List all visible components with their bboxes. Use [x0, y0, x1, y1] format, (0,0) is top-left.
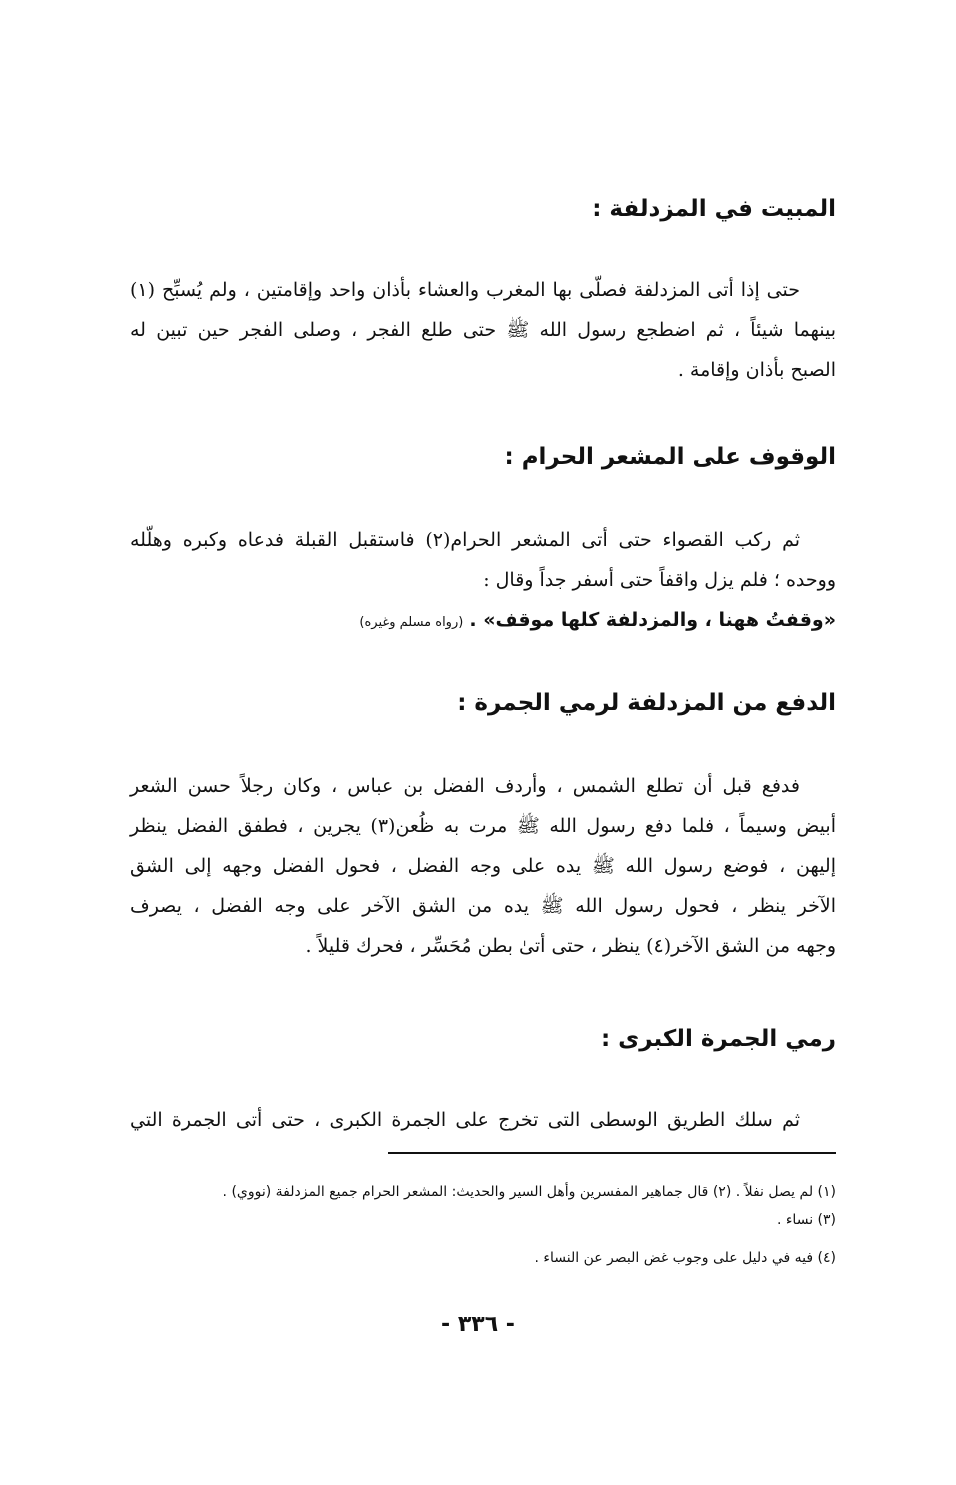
paragraph-line: حتى إذا أتى المزدلفة فصلّى بها المغرب والعشاء بأذان واحد وإقامتين ، ولم يُسبِّح (١) [130, 279, 800, 301]
paragraph-line: الآخر ينظر ، فحول رسول الله ﷺ يده من الشق الآخر على وجه الفضل ، يصرف [130, 895, 836, 917]
hadith-quote: «وقفتُ ههنا ، والمزدلفة كلها موقف» . [469, 609, 836, 631]
paragraph [130, 270, 836, 390]
paragraph [130, 520, 836, 640]
section-heading: الوقوف على المشعر الحرام : [504, 444, 836, 470]
paragraph-line: ووحده ؛ فلم يزل واقفاً حتى أسفر جداً وقال : [483, 569, 836, 591]
book-page [130, 0, 836, 1485]
paragraph-line: إليهن ، فوضع رسول الله ﷺ يده على وجه الفضل ، فحول الفضل وجهه إلى الشق [130, 855, 836, 877]
footnotes [130, 1178, 836, 1272]
paragraph-line: ثم سلك الطريق الوسطى التى تخرج على الجمرة الكبرى ، حتى أتى الجمرة التي [130, 1109, 800, 1131]
page-number: - ٣٣٦ - [441, 1312, 515, 1337]
footnote-divider [388, 1152, 836, 1154]
hadith-source: (رواه مسلم وغيره) [359, 615, 464, 630]
footnote: (٣) نساء . [776, 1212, 836, 1228]
paragraph-line: فدفع قبل أن تطلع الشمس ، وأردف الفضل بن عباس ، وكان رجلاً حسن الشعر [130, 775, 800, 797]
section-heading: المبيت في المزدلفة : [592, 196, 836, 222]
hadith-quote-row [130, 600, 836, 640]
footnote: (٤) فيه في دليل على وجوب غض البصر عن النساء . [534, 1250, 836, 1266]
paragraph-line: أبيض وسيماً ، فلما دفع رسول الله ﷺ مرت به ظُعن(٣) يجرين ، فطفق الفضل ينظر [130, 815, 836, 837]
section-heading: الدفع من المزدلفة لرمي الجمرة : [457, 690, 836, 716]
footnote: (١) لم يصل نفلاً . (٢) قال جماهير المفسرين وأهل السير والحديث: المشعر الحرام جميع المزدلفة (نووي) . [222, 1184, 836, 1200]
paragraph-line: وجهه من الشق الآخر(٤) ينظر ، حتى أتىٰ بطن مُحَسِّر ، فحرك قليلاً . [305, 935, 836, 957]
paragraph-line: الصبح بأذان وإقامة . [677, 359, 836, 381]
paragraph [130, 766, 836, 966]
section-heading: رمي الجمرة الكبرى : [600, 1026, 836, 1052]
paragraph-line: ثم ركب القصواء حتى أتى المشعر الحرام(٢) فاستقبل القبلة فدعاه وكبره وهلّله [130, 529, 801, 551]
paragraph-line: بينهما شيئاً ، ثم اضطجع رسول الله ﷺ حتى طلع الفجر ، وصلى الفجر حين تبين له [130, 319, 836, 341]
paragraph [130, 1100, 836, 1140]
